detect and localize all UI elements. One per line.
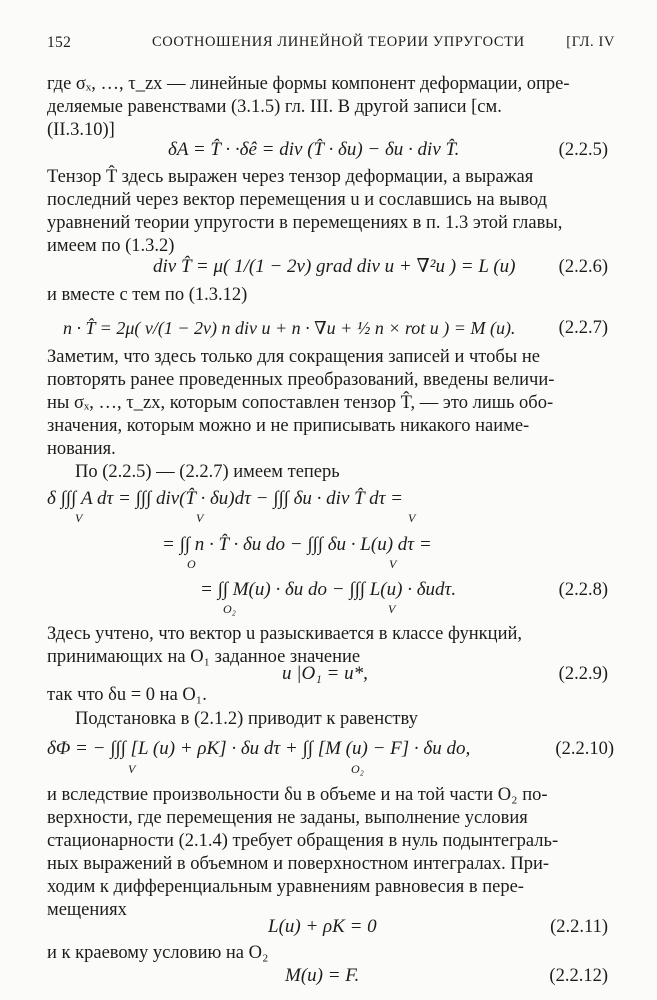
text-line: Подстановка в (2.1.2) приводит к равенству xyxy=(75,709,418,729)
integral-limit-O2: O₂ xyxy=(223,602,236,616)
equation-2-2-5: δA = T̂ · ·δê = div (T̂ · δu) − δu · div T̂. xyxy=(168,139,460,160)
equation-2-2-8-line3: = ∫∫ M(u) · δu do − ∫∫∫ L(u) · δudτ. xyxy=(200,579,457,600)
equation-number: (2.2.6) xyxy=(558,257,608,277)
equation-number: (2.2.12) xyxy=(549,966,608,986)
equation-2-2-8-line2: = ∫∫ n · T̂ · δu do − ∫∫∫ δu · L(u) dτ = xyxy=(162,534,432,555)
equation-2-2-8-line1: δ ∫∫∫ A dτ = ∫∫∫ div(T̂ · δu)dτ − ∫∫∫ δu · div T̂ dτ = xyxy=(47,488,403,509)
text-line: (II.3.10)] xyxy=(47,120,115,140)
chapter-label: [ГЛ. IV xyxy=(566,34,615,50)
text-line: где σₓ, …, τ_zx — линейные формы компонент деформации, опре- xyxy=(47,74,570,94)
equation-number: (2.2.5) xyxy=(558,140,608,160)
text-line: ны σₓ, …, τ_zx, которым сопоставлен тензор T̂, — это лишь обо- xyxy=(47,393,554,413)
text-line: ных выражений в объемном и поверхностном интегралах. При- xyxy=(47,854,550,874)
text-line: и вследствие произвольности δu в объеме и на той части O₂ по- xyxy=(47,785,548,805)
text-line: стационарности (2.1.4) требует обращения в нуль подынтеграль- xyxy=(47,831,559,851)
text-line: нования. xyxy=(47,439,116,459)
equation-number: (2.2.9) xyxy=(558,664,608,684)
text-line: По (2.2.5) — (2.2.7) имеем теперь xyxy=(75,462,340,482)
text-line: и вместе с тем по (1.3.12) xyxy=(47,285,248,305)
text-line: последний через вектор перемещения u и сославшись на вывод xyxy=(47,190,548,210)
text-line: деляемые равенствами (3.1.5) гл. III. В другой записи [см. xyxy=(47,97,502,117)
text-line: уравнений теории упругости в перемещениях в п. 1.3 этой главы, xyxy=(47,213,563,233)
integral-limit-V: V xyxy=(388,602,396,616)
equation-2-2-12: M(u) = F. xyxy=(285,965,360,986)
text-line: значения, которым можно и не приписывать никакого наиме- xyxy=(47,416,530,436)
integral-limit-V: V xyxy=(75,511,83,525)
integral-limit-O2: O₂ xyxy=(351,762,364,776)
equation-2-2-7: n · T̂ = 2μ( ν/(1 − 2ν) n div u + n · ∇u + ½ n × rot u ) = M (u). xyxy=(63,318,516,338)
equation-number: (2.2.11) xyxy=(550,917,608,937)
equation-2-2-11: L(u) + ρK = 0 xyxy=(268,916,377,937)
page-header xyxy=(47,34,615,54)
page-number: 152 xyxy=(47,34,72,51)
text-line: верхности, где перемещения не заданы, выполнение условия xyxy=(47,808,528,828)
text-line: мещениях xyxy=(47,900,127,920)
integral-limit-V: V xyxy=(408,511,416,525)
equation-number: (2.2.10) xyxy=(555,739,614,759)
text-line: так что δu = 0 на O₁. xyxy=(47,685,207,705)
equation-2-2-9: u |O₁ = u*, xyxy=(282,663,368,684)
text-line: Заметим, что здесь только для сокращения записей и чтобы не xyxy=(47,347,540,367)
text-line: Здесь учтено, что вектор u разыскивается в классе функций, xyxy=(47,624,522,644)
text-line: и к краевому условию на O₂ xyxy=(47,943,269,963)
equation-number: (2.2.8) xyxy=(558,580,608,600)
text-line: повторять ранее проведенных преобразований, введены величи- xyxy=(47,370,555,390)
integral-limit-O: O xyxy=(187,557,196,571)
integral-limit-V: V xyxy=(196,511,204,525)
equation-2-2-10: δΦ = − ∫∫∫ [L (u) + ρK] · δu dτ + ∫∫ [M (u) − F] · δu do, xyxy=(47,738,471,759)
equation-2-2-6: div T̂ = μ( 1/(1 − 2ν) grad div u + ∇²u ) = L (u) xyxy=(153,256,516,277)
integral-limit-V: V xyxy=(389,557,397,571)
running-title: СООТНОШЕНИЯ ЛИНЕЙНОЙ ТЕОРИИ УПРУГОСТИ xyxy=(152,34,525,50)
text-line: имеем по (1.3.2) xyxy=(47,236,175,256)
text-line: принимающих на O₁ заданное значение xyxy=(47,647,361,667)
text-line: ходим к дифференциальным уравнениям равновесия в пере- xyxy=(47,877,524,897)
equation-number: (2.2.7) xyxy=(558,318,608,338)
integral-limit-V: V xyxy=(128,762,136,776)
text-line: Тензор T̂ здесь выражен через тензор деформации, а выражая xyxy=(47,167,534,187)
